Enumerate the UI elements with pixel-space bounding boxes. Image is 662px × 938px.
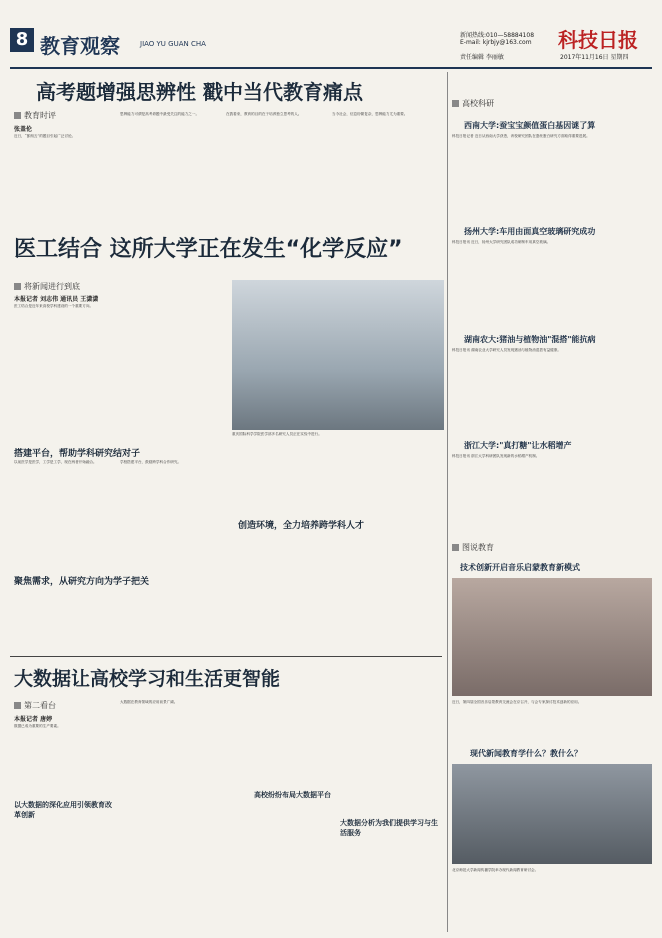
- sidebar-item-title: 西南大学:蚕宝宝颜值蛋白基因谜了算: [464, 121, 596, 130]
- tag-square-icon: [14, 702, 21, 709]
- article1-para: 在我看来，教育的目的在于培养独立思考的人。: [226, 112, 302, 116]
- article1-tag: [14, 110, 56, 121]
- music-photo: [452, 578, 652, 696]
- sidebar-research-tag-label: 高校科研: [462, 99, 494, 108]
- article1-byline: 张盖伦: [14, 126, 33, 133]
- sidebar-photo-text: 近日，第四届全国音乐启蒙教育交流会在京召开，与会专家探讨技术创新的应用。: [452, 700, 582, 704]
- hotline: 新闻热线:010—58884108: [460, 32, 535, 39]
- article3-tag-label: 第二看台: [24, 701, 56, 710]
- article3-sub3: 大数据分析为我们提供学习与生活服务: [340, 819, 438, 837]
- article2-para: 医工结合是近年来高校学科建设的一个重要方向。: [14, 304, 94, 308]
- sidebar-photo-tag-label: 图说教育: [462, 543, 494, 552]
- article2-para: 以前医学是医学，工学是工学，现在两者开始融合。: [14, 460, 97, 464]
- article2-sub2: 聚焦需求，从研究方向为学子把关: [14, 577, 150, 587]
- article2-lead: [14, 304, 229, 374]
- article1-col4: [332, 112, 442, 212]
- article3-byline: 本报记者 唐婷: [14, 716, 53, 723]
- sidebar-final-title: 现代新闻教育学什么？教什么？: [470, 749, 582, 758]
- article1-para: 近日，“郎朗五”的题目引起广泛讨论。: [14, 134, 76, 138]
- article1-tag-label: 教育时评: [24, 111, 56, 120]
- section-pinyin: JIAO YU GUAN CHA: [140, 40, 206, 48]
- article3-col2: [120, 700, 220, 760]
- sidebar-item-title: 湖南农大:猪油与植物油"混搭"能抗病: [464, 335, 596, 344]
- article2-tag-label: 将新闻进行到底: [24, 282, 80, 291]
- article1-title: 高考题增强思辨性 戳中当代教育痛点: [36, 80, 363, 104]
- article2-tag: [14, 281, 80, 292]
- article2-col2: [120, 460, 220, 580]
- sidebar-divider: [447, 72, 448, 932]
- page-number: 8: [10, 28, 34, 52]
- article3-para: 数据已成为重要的生产要素。: [14, 724, 61, 728]
- news-photo: [452, 764, 652, 864]
- header-rule: [10, 67, 652, 69]
- sidebar-item-title: 浙江大学:"真打糖"让水稻增产: [464, 441, 572, 450]
- article3-title: 大数据让高校学习和生活更智能: [14, 668, 281, 690]
- section-title: 教育观察: [40, 34, 120, 58]
- photo-caption: 重庆国际科学学院医学部多名研究人员正在实验中进行。: [232, 432, 322, 436]
- lab-photo: [232, 280, 444, 430]
- section-divider: [10, 656, 442, 657]
- sidebar-research-tag: [452, 98, 494, 109]
- article3-sub1: 以大数据的深化应用引领教育改革创新: [14, 801, 112, 819]
- article1-col1: [14, 134, 114, 214]
- article2-sub1: 搭建平台，帮助学科研究结对子: [14, 449, 141, 459]
- sidebar-item-text: 科技日报讯 湖南农业大学研究人员发现猪油与植物油混搭有益健康。: [452, 348, 561, 352]
- article1-para: 思辨能力可谓是高考命题中最受关注的能力之一。: [120, 112, 200, 116]
- sidebar-photo-tag: [452, 542, 494, 553]
- sidebar-item-text: 科技日报讯 近日，扬州大学研究团队成功研制车用真空玻璃。: [452, 240, 551, 244]
- article3-tag: [14, 700, 56, 711]
- article2-col1: [14, 460, 114, 580]
- issue-date: 2017年11月16日 星期四: [560, 54, 629, 61]
- tag-square-icon: [452, 544, 459, 551]
- sidebar-item-text: 科技日报记者 近日从西南大学获悉，该校研究团队在蚕丝蛋白研究方面取得重要进展。: [452, 134, 590, 138]
- tag-square-icon: [14, 283, 21, 290]
- tag-square-icon: [452, 100, 459, 107]
- sidebar-item-text: 科技日报讯 浙江大学科研团队发现新的水稻增产机制。: [452, 454, 540, 458]
- email: E-mail: kjrbjy@163.com: [460, 39, 532, 46]
- article3-para: 大数据在教育领域的应用前景广阔。: [120, 700, 178, 704]
- article2-sub3: 创造环境，全力培养跨学科人才: [238, 521, 365, 531]
- page-header: [0, 28, 662, 64]
- article3-col1: [14, 724, 114, 784]
- tag-square-icon: [14, 112, 21, 119]
- article2-para: 学校搭建平台，鼓励跨学科合作研究。: [120, 460, 182, 464]
- sidebar-photo-title: 技术创新开启音乐启蒙教育新模式: [460, 563, 580, 572]
- article1-col2: [120, 112, 220, 212]
- sidebar-item-title: 扬州大学:车用由面真空玻璃研究成功: [464, 227, 596, 236]
- masthead: 科技日报: [558, 28, 638, 52]
- sidebar-final-text: 北京师范大学新闻传播学院举办现代新闻教育研讨会。: [452, 868, 539, 872]
- article2-byline: 本报记者 刘志伟 通讯员 王潇潇: [14, 296, 99, 303]
- article1-col3: [226, 112, 326, 212]
- article3-sub2: 高校纷纷布局大数据平台: [254, 791, 331, 799]
- article2-title: 医工结合 这所大学正在发生“化学反应”: [14, 237, 403, 262]
- editor: 责任编辑 李丽敏: [460, 54, 504, 61]
- article1-para: 当今社会，信息纷繁复杂，思辨能力尤为重要。: [332, 112, 408, 116]
